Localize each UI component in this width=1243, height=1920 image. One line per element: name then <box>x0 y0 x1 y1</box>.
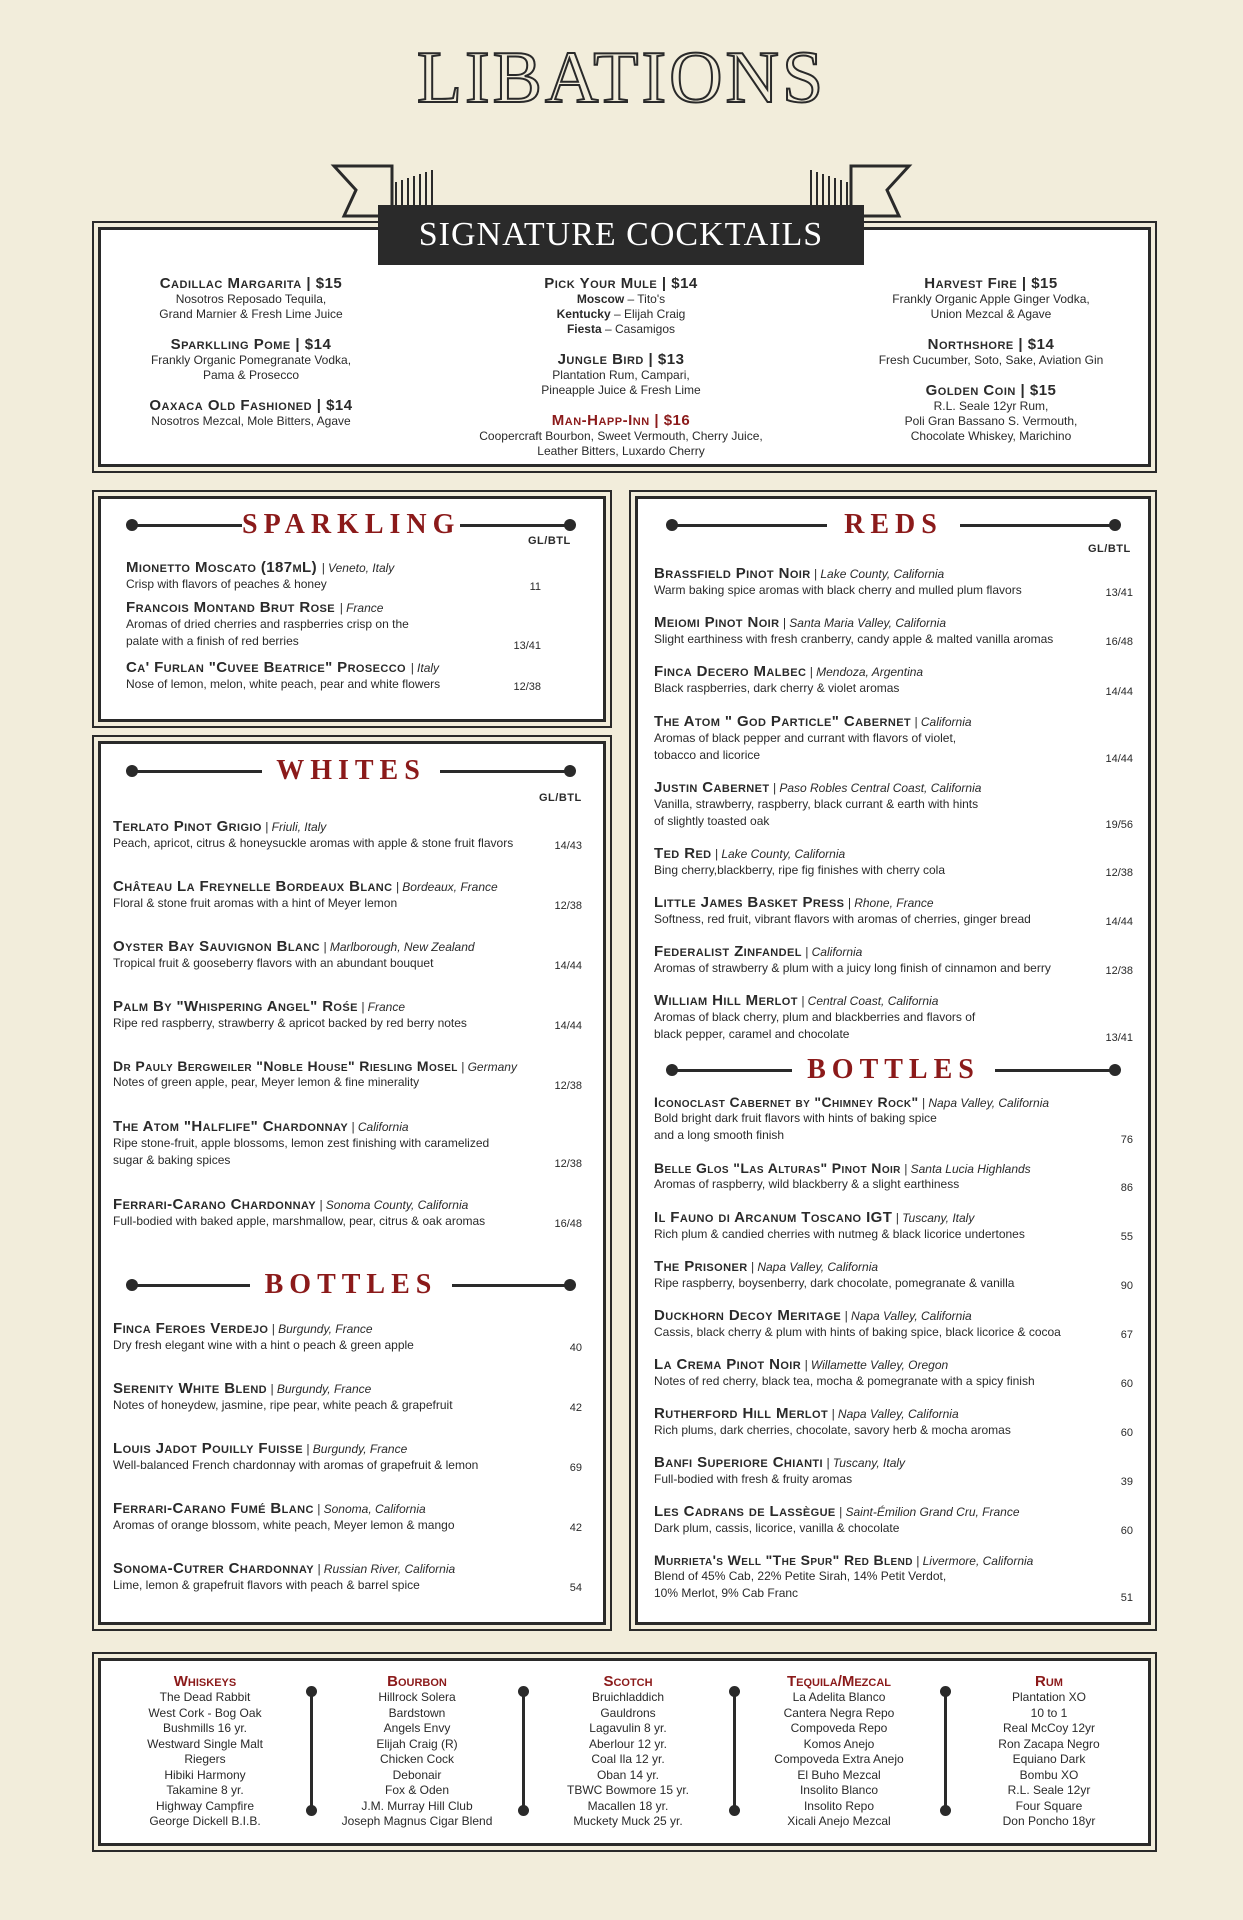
wine-name: Dr Pauly Bergweiler "Noble House" Riesling Mosel | Germany <box>113 1058 517 1074</box>
wine-desc: Aromas of raspberry, wild blackberry & a slight earthiness <box>654 1177 960 1191</box>
divider-line <box>960 524 1115 527</box>
wine-item <box>113 1560 573 1594</box>
wine-item <box>654 943 1094 977</box>
wine-name: Finca Feroes Verdejo | Burgundy, France <box>113 1320 373 1337</box>
spirit-item: Macallen 18 yr. <box>587 1798 669 1813</box>
whites-heading: WHITES <box>276 755 426 786</box>
wine-name: La Crema Pinot Noir | Willamette Valley, Oregon <box>654 1356 949 1373</box>
sparkling-heading: SPARKLING <box>242 509 461 540</box>
white-bottles-heading: BOTTLES <box>264 1269 438 1300</box>
wine-price: 12/38 <box>554 900 582 912</box>
wine-name: Finca Decero Malbec | Mendoza, Argentina <box>654 663 924 680</box>
spirit-item: Insolito Blanco <box>799 1783 879 1797</box>
column-separator <box>944 1691 947 1811</box>
wine-item <box>113 1118 573 1169</box>
red-bottles-header <box>666 1055 1121 1085</box>
wine-item <box>113 1500 573 1534</box>
cocktail-name: Golden Coin | $15 <box>925 382 1057 399</box>
wine-item <box>654 1160 1094 1193</box>
wine-item <box>654 1209 1094 1243</box>
wine-desc: Floral & stone fruit aromas with a hint of Meyer lemon <box>113 896 398 910</box>
spirit-item: 10 to 1 <box>1030 1705 1068 1720</box>
wine-price: 12/38 <box>554 1158 582 1170</box>
cocktail-item <box>121 397 381 429</box>
wine-price: 60 <box>1120 1525 1133 1537</box>
cocktail-desc: Nosotros Mezcal, Mole Bitters, Agave <box>151 414 351 428</box>
wine-item <box>654 992 1094 1043</box>
spirit-item: Komos Anejo <box>803 1736 875 1751</box>
wine-desc: Aromas of strawberry & plum with a juicy long finish of cinnamon and berry <box>654 961 1051 975</box>
wine-desc: Cassis, black cherry & plum with hints of baking spice, black licorice & cocoa <box>654 1325 1061 1339</box>
column-label: GL/BTL <box>1088 543 1131 555</box>
cocktail-item <box>121 275 381 322</box>
column-separator <box>522 1691 525 1811</box>
wine-price: 90 <box>1120 1280 1133 1292</box>
wine-name: Château La Freynelle Bordeaux Blanc | Bordeaux, France <box>113 878 498 895</box>
cocktail-name: Harvest Fire | $15 <box>924 275 1058 292</box>
wine-item <box>654 713 1094 764</box>
cocktail-name: Pick Your Mule | $14 <box>544 275 698 292</box>
wine-desc: Nose of lemon, melon, white peach, pear and white flowers <box>126 677 441 691</box>
cocktail-name: Sparklling Pome | $14 <box>170 336 332 353</box>
spirit-item: The Dead Rabbit <box>159 1690 251 1704</box>
wine-price: 14/44 <box>1105 916 1133 928</box>
spirit-item: Coal Ila 12 yr. <box>591 1752 665 1766</box>
spirit-item: Four Square <box>1015 1798 1083 1813</box>
reds-section <box>635 496 1151 1625</box>
wine-item <box>654 565 1094 599</box>
wine-item <box>654 779 1094 830</box>
sparkling-section <box>98 496 606 722</box>
wine-name: Il Fauno di Arcanum Toscano IGT | Tuscany, Italy <box>654 1209 975 1226</box>
signature-middle-column <box>441 275 801 473</box>
wine-desc: Warm baking spice aromas with black cherry and mulled plum flavors <box>654 583 1022 597</box>
spirit-item: Xicali Anejo Mezcal <box>787 1814 891 1828</box>
wine-item <box>654 1307 1094 1341</box>
wine-name: The Prisoner | Napa Valley, California <box>654 1258 879 1275</box>
wine-desc: Aromas of black cherry, plum and blackberries and flavors of black pepper, caramel and chocolate <box>654 1010 976 1041</box>
spirits-heading: Rum <box>1035 1673 1063 1690</box>
cocktail-item <box>441 351 801 398</box>
spirit-item: Equiano Dark <box>1012 1752 1086 1766</box>
wine-price: 42 <box>569 1402 582 1414</box>
wine-item <box>113 818 573 852</box>
wine-name: Louis Jadot Pouilly Fuisse | Burgundy, France <box>113 1440 408 1457</box>
wine-desc: Notes of red cherry, black tea, mocha & pomegranate with a spicy finish <box>654 1374 1035 1388</box>
wine-name: Francois Montand Brut Rose | France <box>126 599 384 616</box>
mule-option: Moscow – Tito's <box>576 292 666 306</box>
signature-right-column <box>856 275 1126 458</box>
wine-name: Rutherford Hill Merlot | Napa Valley, California <box>654 1405 959 1422</box>
wine-price: 39 <box>1120 1476 1133 1488</box>
wine-item <box>126 559 566 593</box>
column-label: GL/BTL <box>528 535 571 547</box>
spirit-item: Bushmills 16 yr. <box>162 1721 248 1735</box>
wine-desc: Vanilla, strawberry, raspberry, black currant & earth with hints of slightly toasted oak <box>654 797 979 828</box>
spirit-item: Hillrock Solera <box>378 1690 456 1704</box>
wine-price: 54 <box>569 1582 582 1594</box>
wine-name: Brassfield Pinot Noir | Lake County, California <box>654 565 945 582</box>
signature-left-column <box>121 275 381 443</box>
wine-desc: Peach, apricot, citrus & honeysuckle aromas with apple & stone fruit flavors <box>113 836 514 850</box>
wine-name: Banfi Superiore Chianti | Tuscany, Italy <box>654 1454 906 1471</box>
white-bottles-header <box>126 1270 576 1300</box>
cocktail-item <box>441 412 801 459</box>
wine-price: 51 <box>1120 1592 1133 1604</box>
wine-price: 60 <box>1120 1427 1133 1439</box>
wine-item <box>126 599 566 650</box>
mule-option: Fiesta – Casamigos <box>566 322 676 336</box>
wine-item <box>654 1258 1094 1292</box>
spirits-column-tequila <box>749 1673 929 1830</box>
cocktail-name: Cadillac Margarita | $15 <box>159 275 343 292</box>
wine-name: Federalist Zinfandel | California <box>654 943 863 960</box>
wine-item <box>113 938 573 972</box>
wine-name: Les Cadrans de Lassègue | Saint-Émilion Grand Cru, France <box>654 1503 1020 1520</box>
wine-price: 14/43 <box>554 840 582 852</box>
spirit-item: El Buho Mezcal <box>797 1767 881 1782</box>
spirits-heading: Tequila/Mezcal <box>786 1673 892 1690</box>
spirit-item: Oban 14 yr. <box>596 1767 660 1782</box>
spirit-item: Westward Single Malt <box>147 1736 263 1751</box>
spirits-heading: Scotch <box>603 1673 653 1690</box>
wine-desc: Rich plums, dark cherries, chocolate, savory herb & mocha aromas <box>654 1423 1011 1437</box>
wine-name: Little James Basket Press | Rhone, France <box>654 894 934 911</box>
wine-desc: Softness, red fruit, vibrant flavors with aromas of cherries, ginger bread <box>654 912 1031 926</box>
wine-desc: Well-balanced French chardonnay with aromas of grapefruit & lemon <box>113 1458 479 1472</box>
divider-line <box>460 524 570 527</box>
cocktail-desc: R.L. Seale 12yr Rum, Poli Gran Bassano S. Vermouth, Chocolate Whiskey, Marichino <box>904 399 1078 443</box>
divider-line <box>452 1284 570 1287</box>
wine-desc: Tropical fruit & gooseberry flavors with an abundant bouquet <box>113 956 434 970</box>
wine-name: Ted Red | Lake County, California <box>654 845 846 862</box>
wine-price: 13/41 <box>1105 587 1133 599</box>
divider-line <box>672 524 827 527</box>
spirit-item: J.M. Murray Hill Club <box>361 1798 473 1813</box>
red-bottles-heading: BOTTLES <box>807 1054 980 1085</box>
wine-name: Belle Glos "Las Alturas" Pinot Noir | Santa Lucia Highlands <box>654 1160 1031 1176</box>
wine-name: Iconoclast Cabernet by "Chimney Rock" | Napa Valley, California <box>654 1094 1050 1110</box>
wine-item <box>654 1094 1094 1144</box>
wine-desc: Blend of 45% Cab, 22% Petite Sirah, 14% Petit Verdot, 10% Merlot, 9% Cab Franc <box>654 1569 947 1600</box>
wine-price: 11 <box>529 581 541 593</box>
mule-option: Kentucky – Elijah Craig <box>556 307 686 321</box>
cocktail-item <box>856 382 1126 444</box>
wine-desc: Aromas of black pepper and currant with flavors of violet, tobacco and licorice <box>654 731 957 762</box>
wine-item <box>126 659 566 693</box>
spirit-item: TBWC Bowmore 15 yr. <box>566 1783 690 1797</box>
divider-dot <box>564 1279 576 1291</box>
cocktail-item <box>441 275 801 337</box>
cocktail-desc: Nosotros Reposado Tequila, Grand Marnier & Fresh Lime Juice <box>159 292 343 321</box>
spirit-item: Lagavulin 8 yr. <box>589 1721 667 1735</box>
spirit-item: Joseph Magnus Cigar Blend <box>341 1814 493 1828</box>
wine-item <box>113 1440 573 1474</box>
wine-desc: Slight earthiness with fresh cranberry, candy apple & malted vanilla aromas <box>654 632 1054 646</box>
spirit-item: Plantation XO <box>1011 1690 1087 1704</box>
spirit-item: Muckety Muck 25 yr. <box>573 1814 683 1828</box>
column-label: GL/BTL <box>539 792 582 804</box>
wine-name: Murrieta's Well "The Spur" Red Blend | Livermore, California <box>654 1552 1034 1568</box>
wine-price: 42 <box>569 1522 582 1534</box>
spirit-item: Aberlour 12 yr. <box>588 1736 668 1751</box>
wine-name: Sonoma-Cutrer Chardonnay | Russian River, California <box>113 1560 456 1577</box>
wine-name: Meiomi Pinot Noir | Santa Maria Valley, California <box>654 614 947 631</box>
cocktail-desc: Frankly Organic Apple Ginger Vodka, Union Mezcal & Agave <box>892 292 1090 321</box>
wine-price: 12/38 <box>1105 867 1133 879</box>
reds-header <box>666 510 1121 540</box>
cocktail-name: Northshore | $14 <box>927 336 1055 353</box>
divider-line <box>440 770 570 773</box>
wine-price: 12/38 <box>1105 965 1133 977</box>
wine-item <box>113 998 573 1032</box>
spirit-item: Cantera Negra Repo <box>783 1705 895 1720</box>
wine-name: The Atom " God Particle" Cabernet | California <box>654 713 972 730</box>
spirit-item: Bardstown <box>388 1705 446 1720</box>
wine-name: Mionetto Moscato (187mL) | Veneto, Italy <box>126 559 395 576</box>
spirits-heading: Bourbon <box>387 1673 447 1690</box>
spirits-column-bourbon <box>327 1673 507 1830</box>
wine-price: 40 <box>569 1342 582 1354</box>
wine-price: 86 <box>1120 1182 1133 1194</box>
spirit-item: Ron Zacapa Negro <box>998 1736 1100 1751</box>
wine-item <box>654 894 1094 928</box>
wine-price: 19/56 <box>1105 819 1133 831</box>
spirit-item: Fox & Oden <box>384 1783 450 1797</box>
wine-item <box>113 1058 573 1091</box>
wine-name: Ferrari-Carano Fumé Blanc | Sonoma, California <box>113 1500 426 1517</box>
spirit-item: Real McCoy 12yr <box>1002 1721 1096 1735</box>
spirits-column-rum <box>959 1673 1139 1830</box>
wine-name: Oyster Bay Sauvignon Blanc | Marlborough, New Zealand <box>113 938 475 955</box>
spirits-heading: Whiskeys <box>173 1673 237 1690</box>
spirits-column-whiskeys <box>115 1673 295 1830</box>
wine-price: 14/44 <box>554 1020 582 1032</box>
wine-desc: Ripe raspberry, boysenberry, dark chocolate, pomegranate & vanilla <box>654 1276 1015 1290</box>
divider-dot <box>1109 519 1121 531</box>
wine-item <box>113 1380 573 1414</box>
wine-price: 14/44 <box>554 960 582 972</box>
wine-desc: Bold bright dark fruit flavors with hints of baking spice and a long smooth finish <box>654 1111 937 1142</box>
wine-desc: Full-bodied with baked apple, marshmallow, pear, citrus & oak aromas <box>113 1214 486 1228</box>
ribbon-left-stripes <box>396 170 432 208</box>
spirit-item: Compoveda Extra Anejo <box>774 1752 904 1766</box>
wine-item <box>113 1320 573 1354</box>
whites-section <box>98 741 606 1625</box>
cocktail-name: Oaxaca Old Fashioned | $14 <box>149 397 353 414</box>
spirit-item: Don Poncho 18yr <box>1002 1814 1096 1828</box>
divider-line <box>995 1069 1115 1072</box>
spirit-item: Gauldrons <box>600 1705 656 1720</box>
spirit-item: Riegers <box>184 1752 226 1766</box>
wine-name: Serenity White Blend | Burgundy, France <box>113 1380 372 1397</box>
spirit-item: Angels Envy <box>383 1721 451 1735</box>
divider-line <box>132 524 242 527</box>
wine-item <box>654 1454 1094 1488</box>
wine-price: 14/44 <box>1105 686 1133 698</box>
cocktail-desc: Fresh Cucumber, Soto, Sake, Aviation Gin <box>878 353 1104 367</box>
wine-name: Justin Cabernet | Paso Robles Central Coast, California <box>654 779 982 796</box>
wine-price: 13/41 <box>513 640 541 652</box>
spirit-item: Insolito Repo <box>803 1798 875 1813</box>
divider-dot <box>564 519 576 531</box>
spirits-column-scotch <box>538 1673 718 1830</box>
wine-desc: Dry fresh elegant wine with a hint o peach & green apple <box>113 1338 414 1352</box>
spirit-item: West Cork - Bog Oak <box>148 1705 262 1720</box>
wine-price: 12/38 <box>554 1080 582 1092</box>
wine-price: 16/48 <box>554 1218 582 1230</box>
divider-line <box>672 1069 792 1072</box>
cocktail-item <box>856 275 1126 322</box>
wine-item <box>113 1196 573 1230</box>
cocktail-desc: Coopercraft Bourbon, Sweet Vermouth, Cherry Juice, Leather Bitters, Luxardo Cherry <box>479 429 763 458</box>
wine-name: Duckhorn Decoy Meritage | Napa Valley, California <box>654 1307 972 1324</box>
wine-name: Terlato Pinot Grigio | Friuli, Italy <box>113 818 327 835</box>
whites-header <box>126 756 576 786</box>
spirit-item: Bruichladdich <box>591 1690 665 1704</box>
page-title: LIBATIONS <box>416 37 827 119</box>
wine-price: 60 <box>1120 1378 1133 1390</box>
wine-name: The Atom "Halflife" Chardonnay | California <box>113 1118 409 1135</box>
wine-price: 55 <box>1120 1231 1133 1243</box>
cocktail-name: Jungle Bird | $13 <box>557 351 685 368</box>
wine-item <box>654 614 1094 648</box>
spirit-item: Takamine 8 yr. <box>166 1783 244 1797</box>
wine-desc: Black raspberries, dark cherry & violet aromas <box>654 681 900 695</box>
wine-price: 13/41 <box>1105 1032 1133 1044</box>
wine-desc: Notes of honeydew, jasmine, ripe pear, white peach & grapefruit <box>113 1398 453 1412</box>
wine-item <box>654 1405 1094 1439</box>
wine-name: Ca' Furlan "Cuvee Beatrice" Prosecco | Italy <box>126 659 440 676</box>
spirit-item: Highway Campfire <box>155 1798 255 1813</box>
wine-price: 12/38 <box>513 681 541 693</box>
cocktail-desc: Plantation Rum, Campari, Pineapple Juice & Fresh Lime <box>541 368 701 397</box>
signature-heading: SIGNATURE COCKTAILS <box>378 205 864 265</box>
wine-desc: Crisp with flavors of peaches & honey <box>126 577 327 591</box>
wine-item <box>654 1552 1104 1602</box>
wine-item <box>113 878 573 912</box>
divider-line <box>132 1284 250 1287</box>
column-separator <box>310 1691 313 1811</box>
wine-desc: Ripe red raspberry, strawberry & apricot backed by red berry notes <box>113 1016 467 1030</box>
wine-item <box>654 1503 1094 1537</box>
sparkling-header <box>126 510 576 540</box>
wine-name: William Hill Merlot | Central Coast, California <box>654 992 939 1009</box>
wine-item <box>654 1356 1094 1390</box>
wine-desc: Full-bodied with fresh & fruity aromas <box>654 1472 853 1486</box>
ribbon-right-stripes <box>811 170 847 208</box>
divider-dot <box>1109 1064 1121 1076</box>
wine-desc: Aromas of dried cherries and raspberries crisp on the palate with a finish of red berries <box>126 617 409 648</box>
cocktail-desc: Frankly Organic Pomegranate Vodka, Pama & Prosecco <box>150 353 352 382</box>
wine-desc: Notes of green apple, pear, Meyer lemon & fine minerality <box>113 1075 420 1089</box>
wine-desc: Lime, lemon & grapefruit flavors with peach & barrel spice <box>113 1578 420 1592</box>
spirit-item: Bombu XO <box>1019 1767 1079 1782</box>
reds-heading: REDS <box>844 509 943 540</box>
spirit-item: Hibiki Harmony <box>164 1767 246 1782</box>
wine-price: 69 <box>569 1462 582 1474</box>
column-separator <box>733 1691 736 1811</box>
wine-desc: Bing cherry,blackberry, ripe fig finishes with cherry cola <box>654 863 945 877</box>
wine-desc: Dark plum, cassis, licorice, vanilla & chocolate <box>654 1521 900 1535</box>
spirit-item: George Dickell B.I.B. <box>149 1814 261 1828</box>
spirit-item: Debonair <box>392 1767 442 1782</box>
wine-desc: Aromas of orange blossom, white peach, Meyer lemon & mango <box>113 1518 455 1532</box>
spirit-item: R.L. Seale 12yr <box>1007 1783 1091 1797</box>
spirit-item: Compoveda Repo <box>790 1721 888 1735</box>
cocktail-item <box>856 336 1126 368</box>
wine-price: 76 <box>1120 1134 1133 1146</box>
wine-price: 67 <box>1120 1329 1133 1341</box>
spirit-item: La Adelita Blanco <box>792 1690 886 1704</box>
divider-line <box>132 770 262 773</box>
cocktail-name: Man-Happ-Inn | $16 <box>551 412 691 429</box>
wine-name: Ferrari-Carano Chardonnay | Sonoma County, California <box>113 1196 469 1213</box>
wine-price: 16/48 <box>1105 636 1133 648</box>
spirit-item: Elijah Craig (R) <box>376 1736 458 1751</box>
divider-dot <box>564 765 576 777</box>
wine-item <box>654 663 1094 697</box>
spirits-section <box>98 1658 1151 1846</box>
wine-desc: Ripe stone-fruit, apple blossoms, lemon zest finishing with caramelized sugar & baking spices <box>113 1136 490 1167</box>
cocktail-item <box>121 336 381 383</box>
wine-item <box>654 845 1094 879</box>
wine-desc: Rich plum & candied cherries with nutmeg & black licorice undertones <box>654 1227 1025 1241</box>
wine-name: Palm By "Whispering Angel" Rośe | France <box>113 998 406 1015</box>
spirit-item: Chicken Cock <box>379 1752 455 1766</box>
wine-price: 14/44 <box>1105 753 1133 765</box>
